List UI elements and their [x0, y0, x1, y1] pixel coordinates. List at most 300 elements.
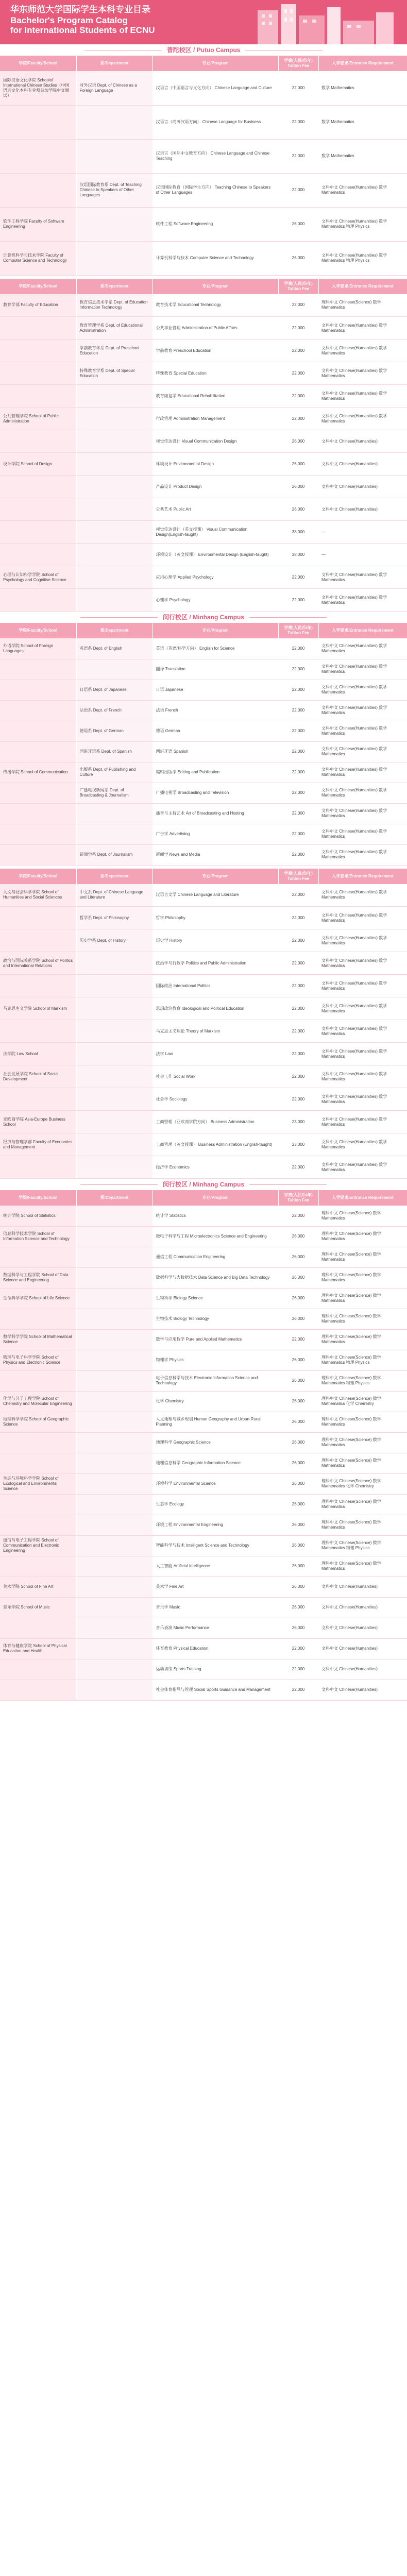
department-cell: 学前教育学系 Dept. of Preschool Education — [76, 340, 152, 362]
col-header-program: 专业/Program — [152, 56, 278, 71]
department-cell — [76, 1043, 152, 1065]
requirement-cell: 文科中文 Chinese(Humanities) — [318, 1659, 407, 1680]
tuition-cell: 26,000 — [278, 1473, 318, 1494]
tuition-cell: 26,000 — [278, 453, 318, 476]
department-cell: 法语系 Dept. of French — [76, 700, 152, 721]
program-cell: 汉语国际教育（国际学生方向） Teaching Chinese to Speakers of Other Languages — [152, 173, 278, 207]
program-cell: 历史学 History — [152, 929, 278, 952]
program-cell: 软件工程 Software Engineering — [152, 207, 278, 241]
tuition-cell: 26,000 — [278, 1432, 318, 1453]
tuition-cell: 23,000 — [278, 1133, 318, 1156]
department-cell — [76, 1659, 152, 1680]
department-cell — [76, 241, 152, 275]
table-row — [0, 1638, 407, 1659]
faculty-cell — [0, 544, 76, 566]
header-title — [10, 4, 155, 35]
department-cell: 中文系 Dept. of Chinese Language and Literature — [76, 884, 152, 907]
col-header-requirement: 入学要求/Entrance Requirement — [318, 56, 407, 71]
program-cell: 人工智能 Artificial Intelligence — [152, 1556, 278, 1577]
faculty-cell — [0, 105, 76, 139]
table-row — [0, 1088, 407, 1111]
table-row — [0, 139, 407, 173]
program-cell: 人文地理与城乡规划 Human Geography and Urban-Rural Planning — [152, 1412, 278, 1432]
requirement-cell: 文科中文 Chinese(Humanities) — [318, 430, 407, 453]
table-row — [0, 1329, 407, 1350]
program-cell: 汉语言（中国语言与文化方向） Chinese Language and Culture — [152, 71, 278, 105]
requirement-cell: 理科中文 Chinese(Science) 数学 Mathematics — [318, 294, 407, 317]
campus-heading-minhang-2: 闵行校区 / Minhang Campus — [0, 1179, 407, 1190]
program-cell: 法学 Law — [152, 1043, 278, 1065]
program-cell: 社会体育指导与管理 Social Sports Guidance and Management — [152, 1680, 278, 1700]
col-header-faculty: 学院/Faculty/School — [0, 869, 76, 884]
requirement-cell: 文科中文 Chinese(Humanities) 数学 Mathematics — [318, 340, 407, 362]
tuition-cell: 22,000 — [278, 997, 318, 1020]
department-cell — [76, 408, 152, 430]
department-cell — [76, 1680, 152, 1700]
table-row — [0, 680, 407, 700]
department-cell: 新闻学系 Dept. of Journalism — [76, 844, 152, 865]
program-cell: 公共事业管理 Administration of Public Affairs — [152, 317, 278, 340]
table-row — [0, 638, 407, 659]
faculty-cell: 心理与认知科学学院 School of Psychology and Cognitive Science — [0, 566, 76, 589]
department-cell — [76, 1535, 152, 1556]
program-cell: 工商管理（英文授课） Business Administration (English-taught) — [152, 1133, 278, 1156]
tuition-cell: 22,000 — [278, 741, 318, 762]
tuition-cell: 22,000 — [278, 1329, 318, 1350]
department-cell — [76, 1309, 152, 1329]
faculty-cell — [0, 783, 76, 803]
requirement-cell: 理科中文 Chinese(Science) 数学 Mathematics 化学 Chemistry — [318, 1473, 407, 1494]
program-cell: 思想政治教育 Ideological and Political Education — [152, 997, 278, 1020]
faculty-cell — [0, 721, 76, 741]
tuition-cell: 26,000 — [278, 1288, 318, 1309]
faculty-cell — [0, 1659, 76, 1680]
col-header-program: 专业/Program — [152, 623, 278, 638]
department-cell — [76, 1515, 152, 1535]
program-cell: 教育康复学 Educational Rehabilitation — [152, 385, 278, 408]
requirement-cell: 理科中文 Chinese(Science) 数学 Mathematics — [318, 1453, 407, 1473]
department-cell — [76, 1638, 152, 1659]
table-row — [0, 544, 407, 566]
faculty-cell: 外语学院 School of Foreign Languages — [0, 638, 76, 659]
faculty-cell: 数学科学学院 School of Mathematical Science — [0, 1329, 76, 1350]
requirement-cell: — — [318, 521, 407, 544]
requirement-cell: 理科中文 Chinese(Science) 数学 Mathematics — [318, 1247, 407, 1267]
table-row — [0, 659, 407, 680]
requirement-cell: 理科中文 Chinese(Science) 数学 Mathematics — [318, 1412, 407, 1432]
table-row — [0, 884, 407, 907]
requirement-cell: 数学 Mathematics — [318, 71, 407, 105]
tuition-cell: 22,000 — [278, 1680, 318, 1700]
requirement-cell: 理科中文 Chinese(Science) 数学 Mathematics — [318, 1288, 407, 1309]
requirement-cell: 文科中文 Chinese(Humanities) 数学 Mathematics — [318, 566, 407, 589]
faculty-cell — [0, 385, 76, 408]
table-row — [0, 385, 407, 408]
faculty-cell — [0, 1680, 76, 1700]
program-cell: 视觉传达设计（英文授课） Visual Communication Design(English-taught) — [152, 521, 278, 544]
table-row — [0, 1247, 407, 1267]
faculty-cell: 计算机科学与技术学院 Faculty of Computer Science and Technology — [0, 241, 76, 275]
department-cell — [76, 385, 152, 408]
table-row — [0, 1133, 407, 1156]
tuition-cell: 22,000 — [278, 1156, 318, 1179]
tuition-cell: 38,000 — [278, 544, 318, 566]
requirement-cell: 文科中文 Chinese(Humanities) — [318, 498, 407, 521]
tuition-cell: 26,000 — [278, 1247, 318, 1267]
program-cell: 微电子科学与工程 Microelectronics Science and Engineering — [152, 1226, 278, 1247]
col-header-program: 专业/Program — [152, 1190, 278, 1206]
faculty-cell — [0, 139, 76, 173]
requirement-cell: 文科中文 Chinese(Humanities) 数学 Mathematics — [318, 741, 407, 762]
faculty-cell — [0, 1556, 76, 1577]
table-row — [0, 721, 407, 741]
faculty-cell: 公共管理学院 School of Public Administration — [0, 408, 76, 430]
requirement-cell: — — [318, 544, 407, 566]
tuition-cell: 22,000 — [278, 1659, 318, 1680]
department-cell — [76, 1020, 152, 1043]
faculty-cell — [0, 975, 76, 997]
program-table-putuo-2 — [0, 279, 407, 612]
table-row — [0, 824, 407, 844]
tuition-cell: 22,000 — [278, 824, 318, 844]
department-cell: 日语系 Dept. of Japanese — [76, 680, 152, 700]
table-row — [0, 207, 407, 241]
faculty-cell — [0, 929, 76, 952]
department-cell — [76, 1065, 152, 1088]
requirement-cell: 文科中文 Chinese(Humanities) 数学 Mathematics — [318, 929, 407, 952]
program-cell: 工商管理（亚欧商学院方向） Business Administration — [152, 1111, 278, 1133]
requirement-cell: 理科中文 Chinese(Science) 数学 Mathematics — [318, 1329, 407, 1350]
program-cell: 视觉传达设计 Visual Communication Design — [152, 430, 278, 453]
faculty-cell: 政治与国际关系学院 School of Politics and International Relations — [0, 952, 76, 975]
department-cell — [76, 1226, 152, 1247]
table-row — [0, 173, 407, 207]
program-cell: 产品设计 Product Design — [152, 476, 278, 498]
requirement-cell: 文科中文 Chinese(Humanities) 数学 Mathematics — [318, 1133, 407, 1156]
program-cell: 汉语言（国际中文教育方向） Chinese Language and Chinese Teaching — [152, 139, 278, 173]
table-row — [0, 700, 407, 721]
requirement-cell: 文科中文 Chinese(Humanities) 数学 Mathematics 物理 Physics — [318, 241, 407, 275]
faculty-cell: 生态与环境科学学院 School of Ecological and Environmental Science — [0, 1473, 76, 1494]
faculty-cell: 地理科学学院 School of Geographic Science — [0, 1412, 76, 1432]
faculty-cell: 信息科学技术学院 School of Information Science and Technology — [0, 1226, 76, 1247]
program-cell: 环境工程 Environmental Engineering — [152, 1515, 278, 1535]
col-header-faculty: 学院/Faculty/School — [0, 279, 76, 294]
faculty-cell — [0, 1494, 76, 1515]
faculty-cell — [0, 173, 76, 207]
department-cell — [76, 1597, 152, 1618]
table-row — [0, 1432, 407, 1453]
col-header-faculty: 学院/Faculty/School — [0, 56, 76, 71]
header-banner — [0, 0, 407, 44]
table-row — [0, 1618, 407, 1638]
table-row — [0, 1111, 407, 1133]
faculty-cell — [0, 430, 76, 453]
col-header-program: 专业/Program — [152, 279, 278, 294]
department-cell — [76, 207, 152, 241]
program-cell: 统计学 Statistics — [152, 1206, 278, 1226]
table-row — [0, 803, 407, 824]
department-cell — [76, 1156, 152, 1179]
requirement-cell: 文科中文 Chinese(Humanities) — [318, 476, 407, 498]
tuition-cell: 26,000 — [278, 1556, 318, 1577]
faculty-cell — [0, 844, 76, 865]
table-row — [0, 589, 407, 612]
col-header-faculty: 学院/Faculty/School — [0, 1190, 76, 1206]
program-cell: 地理信息科学 Geographic Information Science — [152, 1453, 278, 1473]
table-row — [0, 741, 407, 762]
requirement-cell: 文科中文 Chinese(Humanities) 数学 Mathematics — [318, 1043, 407, 1065]
faculty-cell — [0, 317, 76, 340]
tuition-cell: 23,000 — [278, 1111, 318, 1133]
tuition-cell: 22,000 — [278, 71, 318, 105]
department-cell — [76, 1556, 152, 1577]
program-cell: 运动训练 Sports Training — [152, 1659, 278, 1680]
program-cell: 社会工作 Social Work — [152, 1065, 278, 1088]
table-header-row — [0, 869, 407, 884]
col-header-department: 系/Department — [76, 1190, 152, 1206]
program-cell: 国际政治 International Politics — [152, 975, 278, 997]
program-cell: 数据科学与大数据技术 Data Science and Big Data Technology — [152, 1267, 278, 1288]
table-header-row — [0, 279, 407, 294]
requirement-cell: 文科中文 Chinese(Humanities) 数学 Mathematics — [318, 844, 407, 865]
requirement-cell: 理科中文 Chinese(Science) 数学 Mathematics — [318, 1309, 407, 1329]
table-row — [0, 340, 407, 362]
table-row — [0, 1309, 407, 1329]
table-row — [0, 1577, 407, 1597]
faculty-cell: 统计学院 School of Statistics — [0, 1206, 76, 1226]
department-cell — [76, 544, 152, 566]
table-row — [0, 521, 407, 544]
tuition-cell: 22,000 — [278, 105, 318, 139]
tuition-cell: 22,000 — [278, 589, 318, 612]
faculty-cell — [0, 659, 76, 680]
tuition-cell: 26,000 — [278, 430, 318, 453]
faculty-cell — [0, 907, 76, 929]
tuition-cell: 26,000 — [278, 1453, 318, 1473]
table-row — [0, 762, 407, 783]
requirement-cell: 理科中文 Chinese(Science) 数学 Mathematics — [318, 1206, 407, 1226]
tuition-cell: 26,000 — [278, 1597, 318, 1618]
department-cell — [76, 952, 152, 975]
faculty-cell — [0, 1088, 76, 1111]
program-cell: 生态学 Ecology — [152, 1494, 278, 1515]
program-cell: 社会学 Sociology — [152, 1088, 278, 1111]
requirement-cell: 理科中文 Chinese(Science) 数学 Mathematics 化学 Chemistry — [318, 1391, 407, 1412]
requirement-cell: 数学 Mathematics — [318, 139, 407, 173]
table-row — [0, 1043, 407, 1065]
program-cell: 心理学 Psychology — [152, 589, 278, 612]
col-header-department: 系/Department — [76, 56, 152, 71]
requirement-cell: 文科中文 Chinese(Humanities) 数学 Mathematics — [318, 1065, 407, 1088]
faculty-cell: 国际汉语文化学院 Schoolof International Chinese Studies（中国语言文化本科专业须参加学院中文测试） — [0, 71, 76, 105]
program-cell: 计算机科学与技术 Computer Science and Technology — [152, 241, 278, 275]
department-cell — [76, 1370, 152, 1391]
program-cell: 汉语言文学 Chinese Language and Literature — [152, 884, 278, 907]
department-cell — [76, 975, 152, 997]
faculty-cell: 传播学院 School of Communication — [0, 762, 76, 783]
department-cell — [76, 566, 152, 589]
department-cell — [76, 589, 152, 612]
tuition-cell: 26,000 — [278, 1370, 318, 1391]
table-row — [0, 1556, 407, 1577]
tuition-cell: 22,000 — [278, 1206, 318, 1226]
faculty-cell — [0, 1370, 76, 1391]
title-english-line2: for International Students of ECNU — [10, 25, 155, 35]
tuition-cell: 26,000 — [278, 1309, 318, 1329]
program-table-minhang-2 — [0, 869, 407, 1179]
program-cell: 马克思主义理论 Theory of Marxism — [152, 1020, 278, 1043]
table-row — [0, 1156, 407, 1179]
requirement-cell: 文科中文 Chinese(Humanities) — [318, 1680, 407, 1700]
requirement-cell: 文科中文 Chinese(Humanities) 数学 Mathematics — [318, 721, 407, 741]
faculty-cell: 人文与社会科学学院 School of Humanities and Social Sciences — [0, 884, 76, 907]
table-row — [0, 1020, 407, 1043]
requirement-cell: 文科中文 Chinese(Humanities) 数学 Mathematics — [318, 589, 407, 612]
faculty-cell — [0, 1247, 76, 1267]
faculty-cell — [0, 340, 76, 362]
program-cell: 公共艺术 Public Art — [152, 498, 278, 521]
tuition-cell: 22,000 — [278, 173, 318, 207]
table-row — [0, 1473, 407, 1494]
department-cell — [76, 105, 152, 139]
department-cell — [76, 1088, 152, 1111]
program-cell: 德语 German — [152, 721, 278, 741]
col-header-requirement: 入学要求/Entrance Requirement — [318, 869, 407, 884]
requirement-cell: 文科中文 Chinese(Humanities) — [318, 1638, 407, 1659]
table-row — [0, 476, 407, 498]
program-cell: 环境设计 Environmental Design — [152, 453, 278, 476]
table-row — [0, 1370, 407, 1391]
tuition-cell: 22,000 — [278, 1065, 318, 1088]
tuition-cell: 26,000 — [278, 1494, 318, 1515]
program-table-minhang-1 — [0, 623, 407, 866]
col-header-tuition: 学费(人民币/年) Tuition Fee — [278, 1190, 318, 1206]
tuition-cell: 22,000 — [278, 844, 318, 865]
requirement-cell: 理科中文 Chinese(Science) 数学 Mathematics — [318, 1494, 407, 1515]
table-row — [0, 783, 407, 803]
requirement-cell: 理科中文 Chinese(Science) 数学 Mathematics — [318, 1515, 407, 1535]
department-cell — [76, 521, 152, 544]
tuition-cell: 22,000 — [278, 1088, 318, 1111]
department-cell: 教育信息技术学系 Dept. of Education Information Technology — [76, 294, 152, 317]
requirement-cell: 文科中文 Chinese(Humanities) 数学 Mathematics — [318, 173, 407, 207]
table-row — [0, 1494, 407, 1515]
program-cell: 地理科学 Geographic Science — [152, 1432, 278, 1453]
col-header-tuition: 学费(人民币/年) Tuition Fee — [278, 279, 318, 294]
department-cell — [76, 1267, 152, 1288]
department-cell: 德语系 Dept. of German — [76, 721, 152, 741]
table-row — [0, 1226, 407, 1247]
tuition-cell: 26,000 — [278, 476, 318, 498]
faculty-cell: 法学院 Law School — [0, 1043, 76, 1065]
requirement-cell: 文科中文 Chinese(Humanities) 数学 Mathematics — [318, 362, 407, 385]
tuition-cell: 26,000 — [278, 207, 318, 241]
program-cell: 电子信息科学与技术 Electronic Information Science and Technology — [152, 1370, 278, 1391]
tuition-cell: 22,000 — [278, 1043, 318, 1065]
tuition-cell: 22,000 — [278, 907, 318, 929]
tuition-cell: 22,000 — [278, 884, 318, 907]
faculty-cell: 体育与健康学院 School of Physical Education and Health — [0, 1638, 76, 1659]
table-row — [0, 1535, 407, 1556]
program-cell: 经济学 Economics — [152, 1156, 278, 1179]
requirement-cell: 文科中文 Chinese(Humanities) 数学 Mathematics — [318, 408, 407, 430]
department-cell: 特殊教育学系 Dept. of Special Education — [76, 362, 152, 385]
requirement-cell: 文科中文 Chinese(Humanities) 数学 Mathematics — [318, 1111, 407, 1133]
requirement-cell: 文科中文 Chinese(Humanities) 数学 Mathematics — [318, 700, 407, 721]
requirement-cell: 文科中文 Chinese(Humanities) 数学 Mathematics — [318, 907, 407, 929]
tuition-cell: 26,000 — [278, 241, 318, 275]
faculty-cell — [0, 521, 76, 544]
department-cell — [76, 1247, 152, 1267]
faculty-cell: 马克思主义学院 School of Marxism — [0, 997, 76, 1020]
requirement-cell: 文科中文 Chinese(Humanities) 数学 Mathematics — [318, 317, 407, 340]
requirement-cell: 理科中文 Chinese(Science) 数学 Mathematics — [318, 1226, 407, 1247]
department-cell — [76, 1453, 152, 1473]
table-row — [0, 1515, 407, 1535]
program-cell: 体育教育 Physical Education — [152, 1638, 278, 1659]
department-cell — [76, 476, 152, 498]
campus-building-illustration — [237, 0, 407, 44]
requirement-cell: 文科中文 Chinese(Humanities) — [318, 453, 407, 476]
program-cell: 音乐表演 Music Performance — [152, 1618, 278, 1638]
faculty-cell — [0, 498, 76, 521]
faculty-cell — [0, 803, 76, 824]
department-cell — [76, 498, 152, 521]
requirement-cell: 文科中文 Chinese(Humanities) 数学 Mathematics — [318, 824, 407, 844]
program-table-minhang-3 — [0, 1190, 407, 1701]
faculty-cell: 软件工程学院 Faculty of Software Engineering — [0, 207, 76, 241]
department-cell — [76, 803, 152, 824]
program-cell: 生物科学 Biology Science — [152, 1288, 278, 1309]
campus-heading-putuo: 普陀校区 / Putuo Campus — [0, 44, 407, 56]
department-cell — [76, 1111, 152, 1133]
tuition-cell: 22,000 — [278, 1020, 318, 1043]
faculty-cell — [0, 741, 76, 762]
table-header-row — [0, 623, 407, 638]
requirement-cell: 理科中文 Chinese(Science) 数学 Mathematics 物理 Physics — [318, 1370, 407, 1391]
table-row — [0, 453, 407, 476]
table-row — [0, 1597, 407, 1618]
tuition-cell: 22,000 — [278, 659, 318, 680]
tuition-cell: 22,000 — [278, 340, 318, 362]
tuition-cell: 22,000 — [278, 700, 318, 721]
table-row — [0, 317, 407, 340]
department-cell: 教育管理学系 Dept. of Educational Administration — [76, 317, 152, 340]
program-cell: 学前教育 Preschool Education — [152, 340, 278, 362]
requirement-cell: 数学 Mathematics — [318, 105, 407, 139]
program-cell: 西班牙语 Spanish — [152, 741, 278, 762]
tuition-cell: 22,000 — [278, 952, 318, 975]
faculty-cell: 美术学院 School of Fine Art — [0, 1577, 76, 1597]
requirement-cell: 理科中文 Chinese(Science) 数学 Mathematics 物理 Physics — [318, 1350, 407, 1370]
requirement-cell: 文科中文 Chinese(Humanities) 数学 Mathematics — [318, 385, 407, 408]
table-row — [0, 566, 407, 589]
requirement-cell: 文科中文 Chinese(Humanities) — [318, 1618, 407, 1638]
table-row — [0, 952, 407, 975]
department-cell — [76, 997, 152, 1020]
faculty-cell — [0, 1156, 76, 1179]
col-header-tuition: 学费(人民币/年) Tuition Fee — [278, 623, 318, 638]
tuition-cell: 38,000 — [278, 521, 318, 544]
table-row — [0, 929, 407, 952]
table-row — [0, 430, 407, 453]
program-cell: 行政管理 Administration Management — [152, 408, 278, 430]
faculty-cell — [0, 680, 76, 700]
tuition-cell: 26,000 — [278, 1577, 318, 1597]
requirement-cell: 文科中文 Chinese(Humanities) 数学 Mathematics — [318, 680, 407, 700]
department-cell — [76, 1391, 152, 1412]
